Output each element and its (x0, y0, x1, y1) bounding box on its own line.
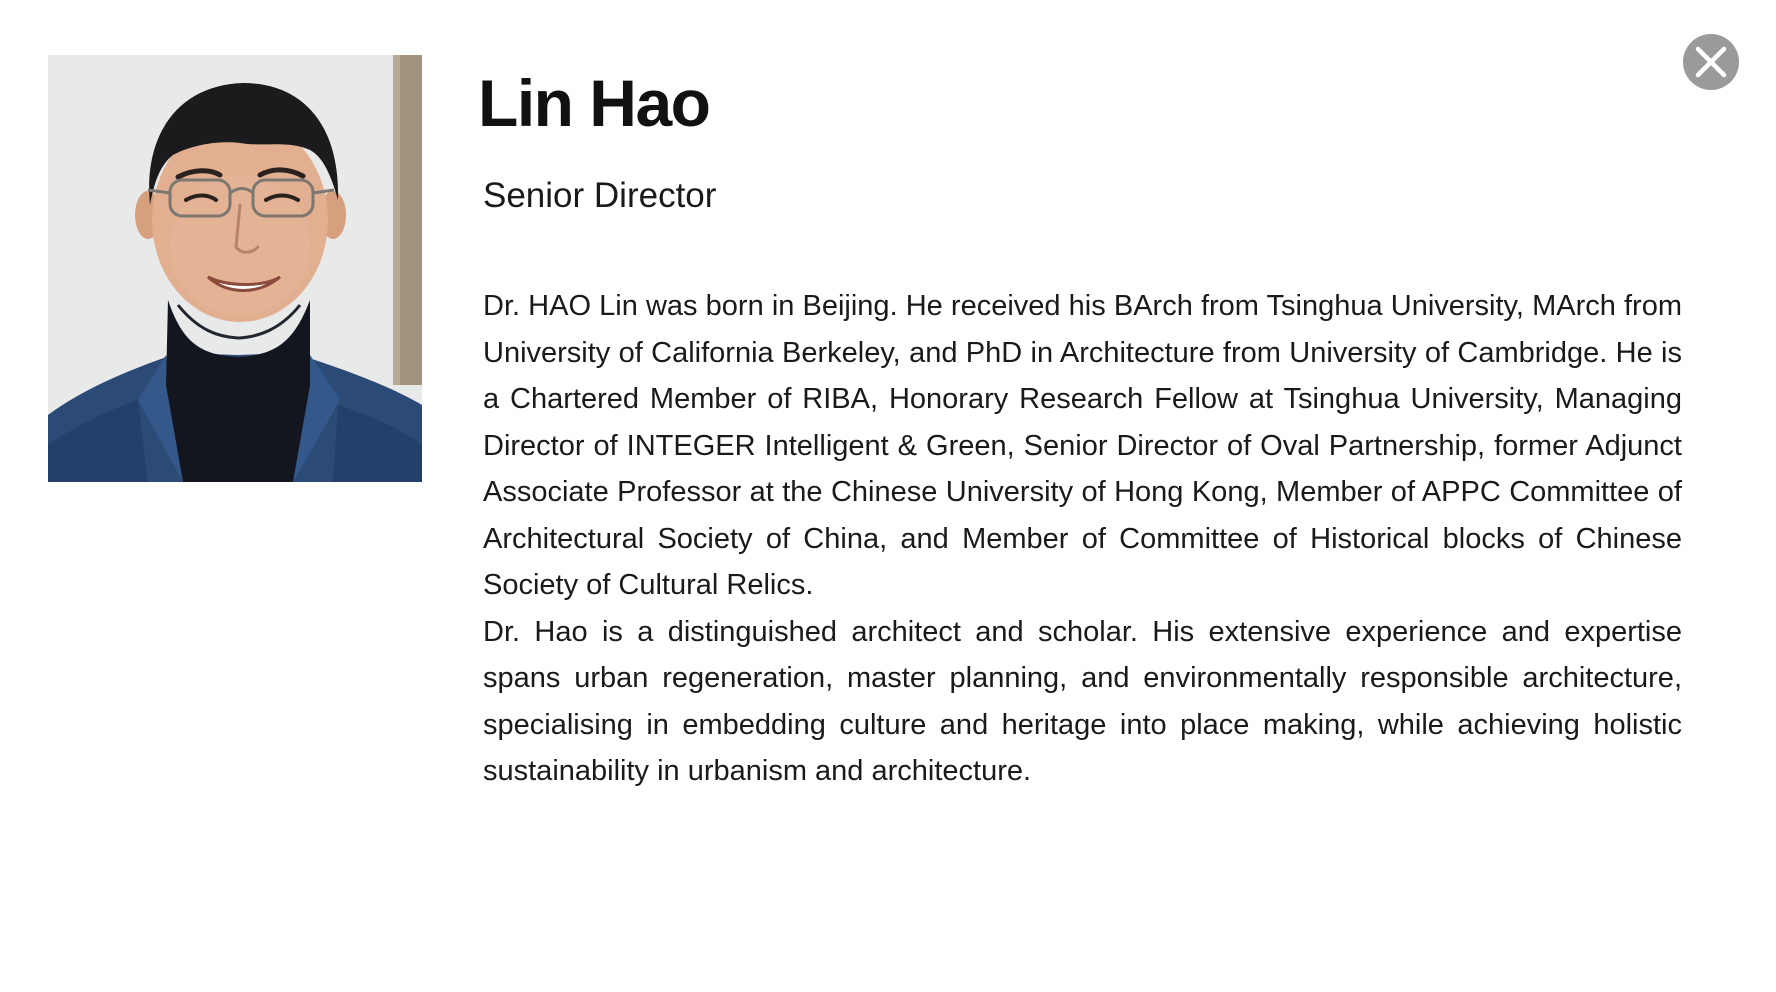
portrait-photo (48, 55, 422, 482)
bio-paragraph: Dr. Hao is a distinguished architect and scholar. His extensive experience and expertise spans urban regeneration, master planning, and environmentally responsible architecture, specialising in embedding culture and heritage into place making, while achieving holistic sustainability in urbanism and architecture. (483, 615, 1682, 787)
close-icon (1693, 44, 1729, 80)
close-button[interactable] (1683, 34, 1739, 90)
profile-content (478, 60, 1684, 787)
person-bio (483, 283, 1682, 795)
person-title: Senior Director (483, 176, 717, 215)
person-name: Lin Hao (478, 66, 710, 140)
bio-paragraph: Dr. HAO Lin was born in Beijing. He received his BArch from Tsinghua University, MArch from University of California Berkeley, and PhD in Architecture from University of Cambridge. He is a Chartered Member of RIBA, Honorary Research Fellow at Tsinghua University, Managing Director of INTEGER Intelligent & Green, Senior Director of Oval Partnership, former Adjunct Associate Professor at the Chinese University of Hong Kong, Member of APPC Committee of Architectural Society of China, and Member of Committee of Historical blocks of Chinese Society of Cultural Relics. (483, 290, 1682, 601)
